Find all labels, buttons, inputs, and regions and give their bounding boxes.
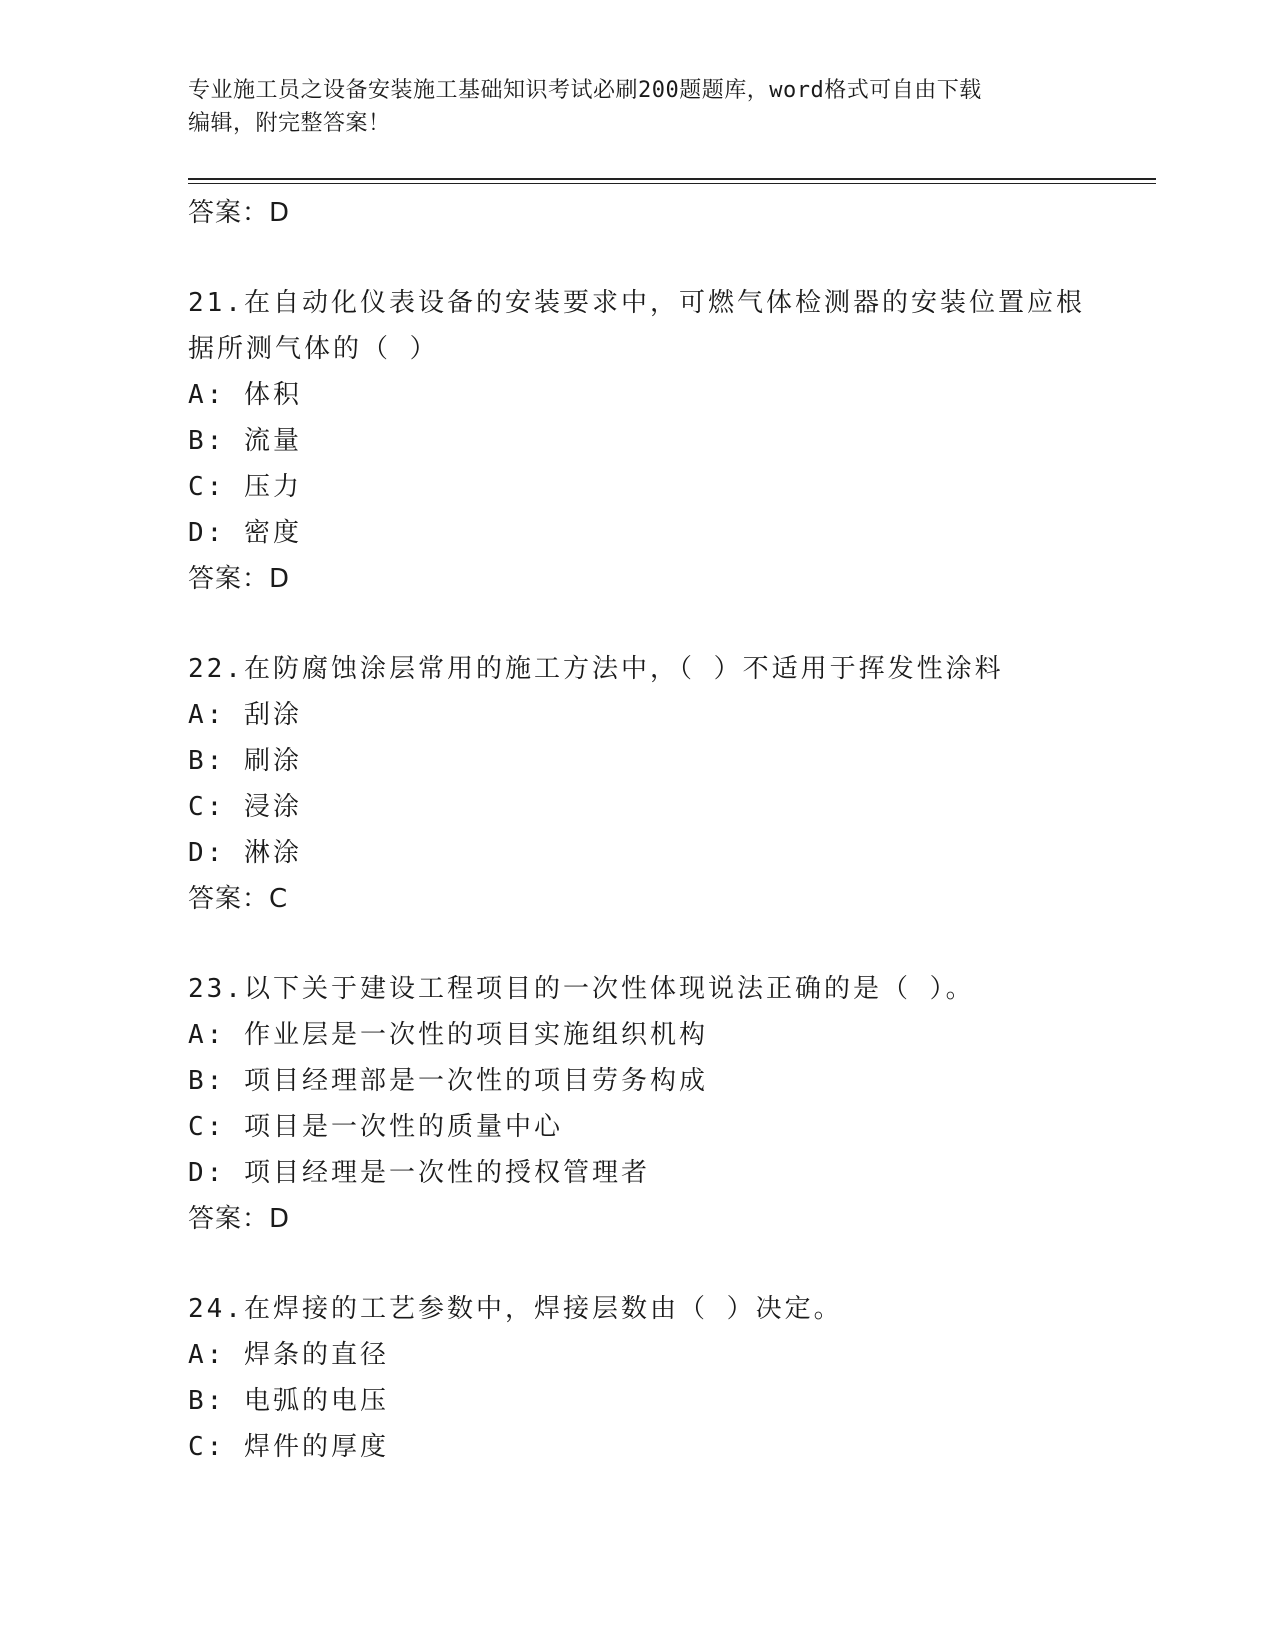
question-stem: 21.在自动化仪表设备的安装要求中，可燃气体检测器的安装位置应根: [188, 288, 1085, 318]
header-divider: [188, 178, 1156, 184]
question-stem: 23.以下关于建设工程项目的一次性体现说法正确的是（ ）。: [188, 974, 975, 1004]
option-c: C: 浸涂: [188, 792, 302, 822]
header-title-line-2: 编辑，附完整答案！: [188, 111, 391, 136]
option-d: D: 项目经理是一次性的授权管理者: [188, 1158, 650, 1188]
option-a: A: 焊条的直径: [188, 1340, 389, 1370]
previous-answer: 答案：D: [188, 198, 291, 228]
answer: 答案：C: [188, 884, 289, 914]
option-c: C: 项目是一次性的质量中心: [188, 1112, 563, 1142]
option-d: D: 淋涂: [188, 838, 302, 868]
spacer: [188, 922, 1148, 966]
option-a: A: 刮涂: [188, 700, 302, 730]
question-stem: 24.在焊接的工艺参数中，焊接层数由（ ）决定。: [188, 1294, 843, 1324]
question-22: [188, 646, 1148, 922]
question-24: [188, 1286, 1148, 1470]
answer: 答案：D: [188, 564, 291, 594]
spacer: [188, 602, 1148, 646]
question-list: [188, 190, 1148, 1470]
question-stem: 据所测气体的（ ）: [188, 334, 439, 364]
option-a: A: 作业层是一次性的项目实施组织机构: [188, 1020, 708, 1050]
option-c: C: 焊件的厚度: [188, 1432, 389, 1462]
option-b: B: 项目经理部是一次性的项目劳务构成: [188, 1066, 708, 1096]
option-b: B: 电弧的电压: [188, 1386, 389, 1416]
option-a: A: 体积: [188, 380, 302, 410]
question-stem: 22.在防腐蚀涂层常用的施工方法中，（ ）不适用于挥发性涂料: [188, 654, 1004, 684]
answer: 答案：D: [188, 1204, 291, 1234]
header-title-line-1: 专业施工员之设备安装施工基础知识考试必刷200题题库，word格式可自由下载: [188, 78, 982, 103]
spacer: [188, 1242, 1148, 1286]
option-c: C: 压力: [188, 472, 302, 502]
document-header: [188, 74, 1088, 140]
option-b: B: 刷涂: [188, 746, 302, 776]
option-d: D: 密度: [188, 518, 302, 548]
question-21: [188, 280, 1148, 602]
question-23: [188, 966, 1148, 1242]
option-b: B: 流量: [188, 426, 302, 456]
